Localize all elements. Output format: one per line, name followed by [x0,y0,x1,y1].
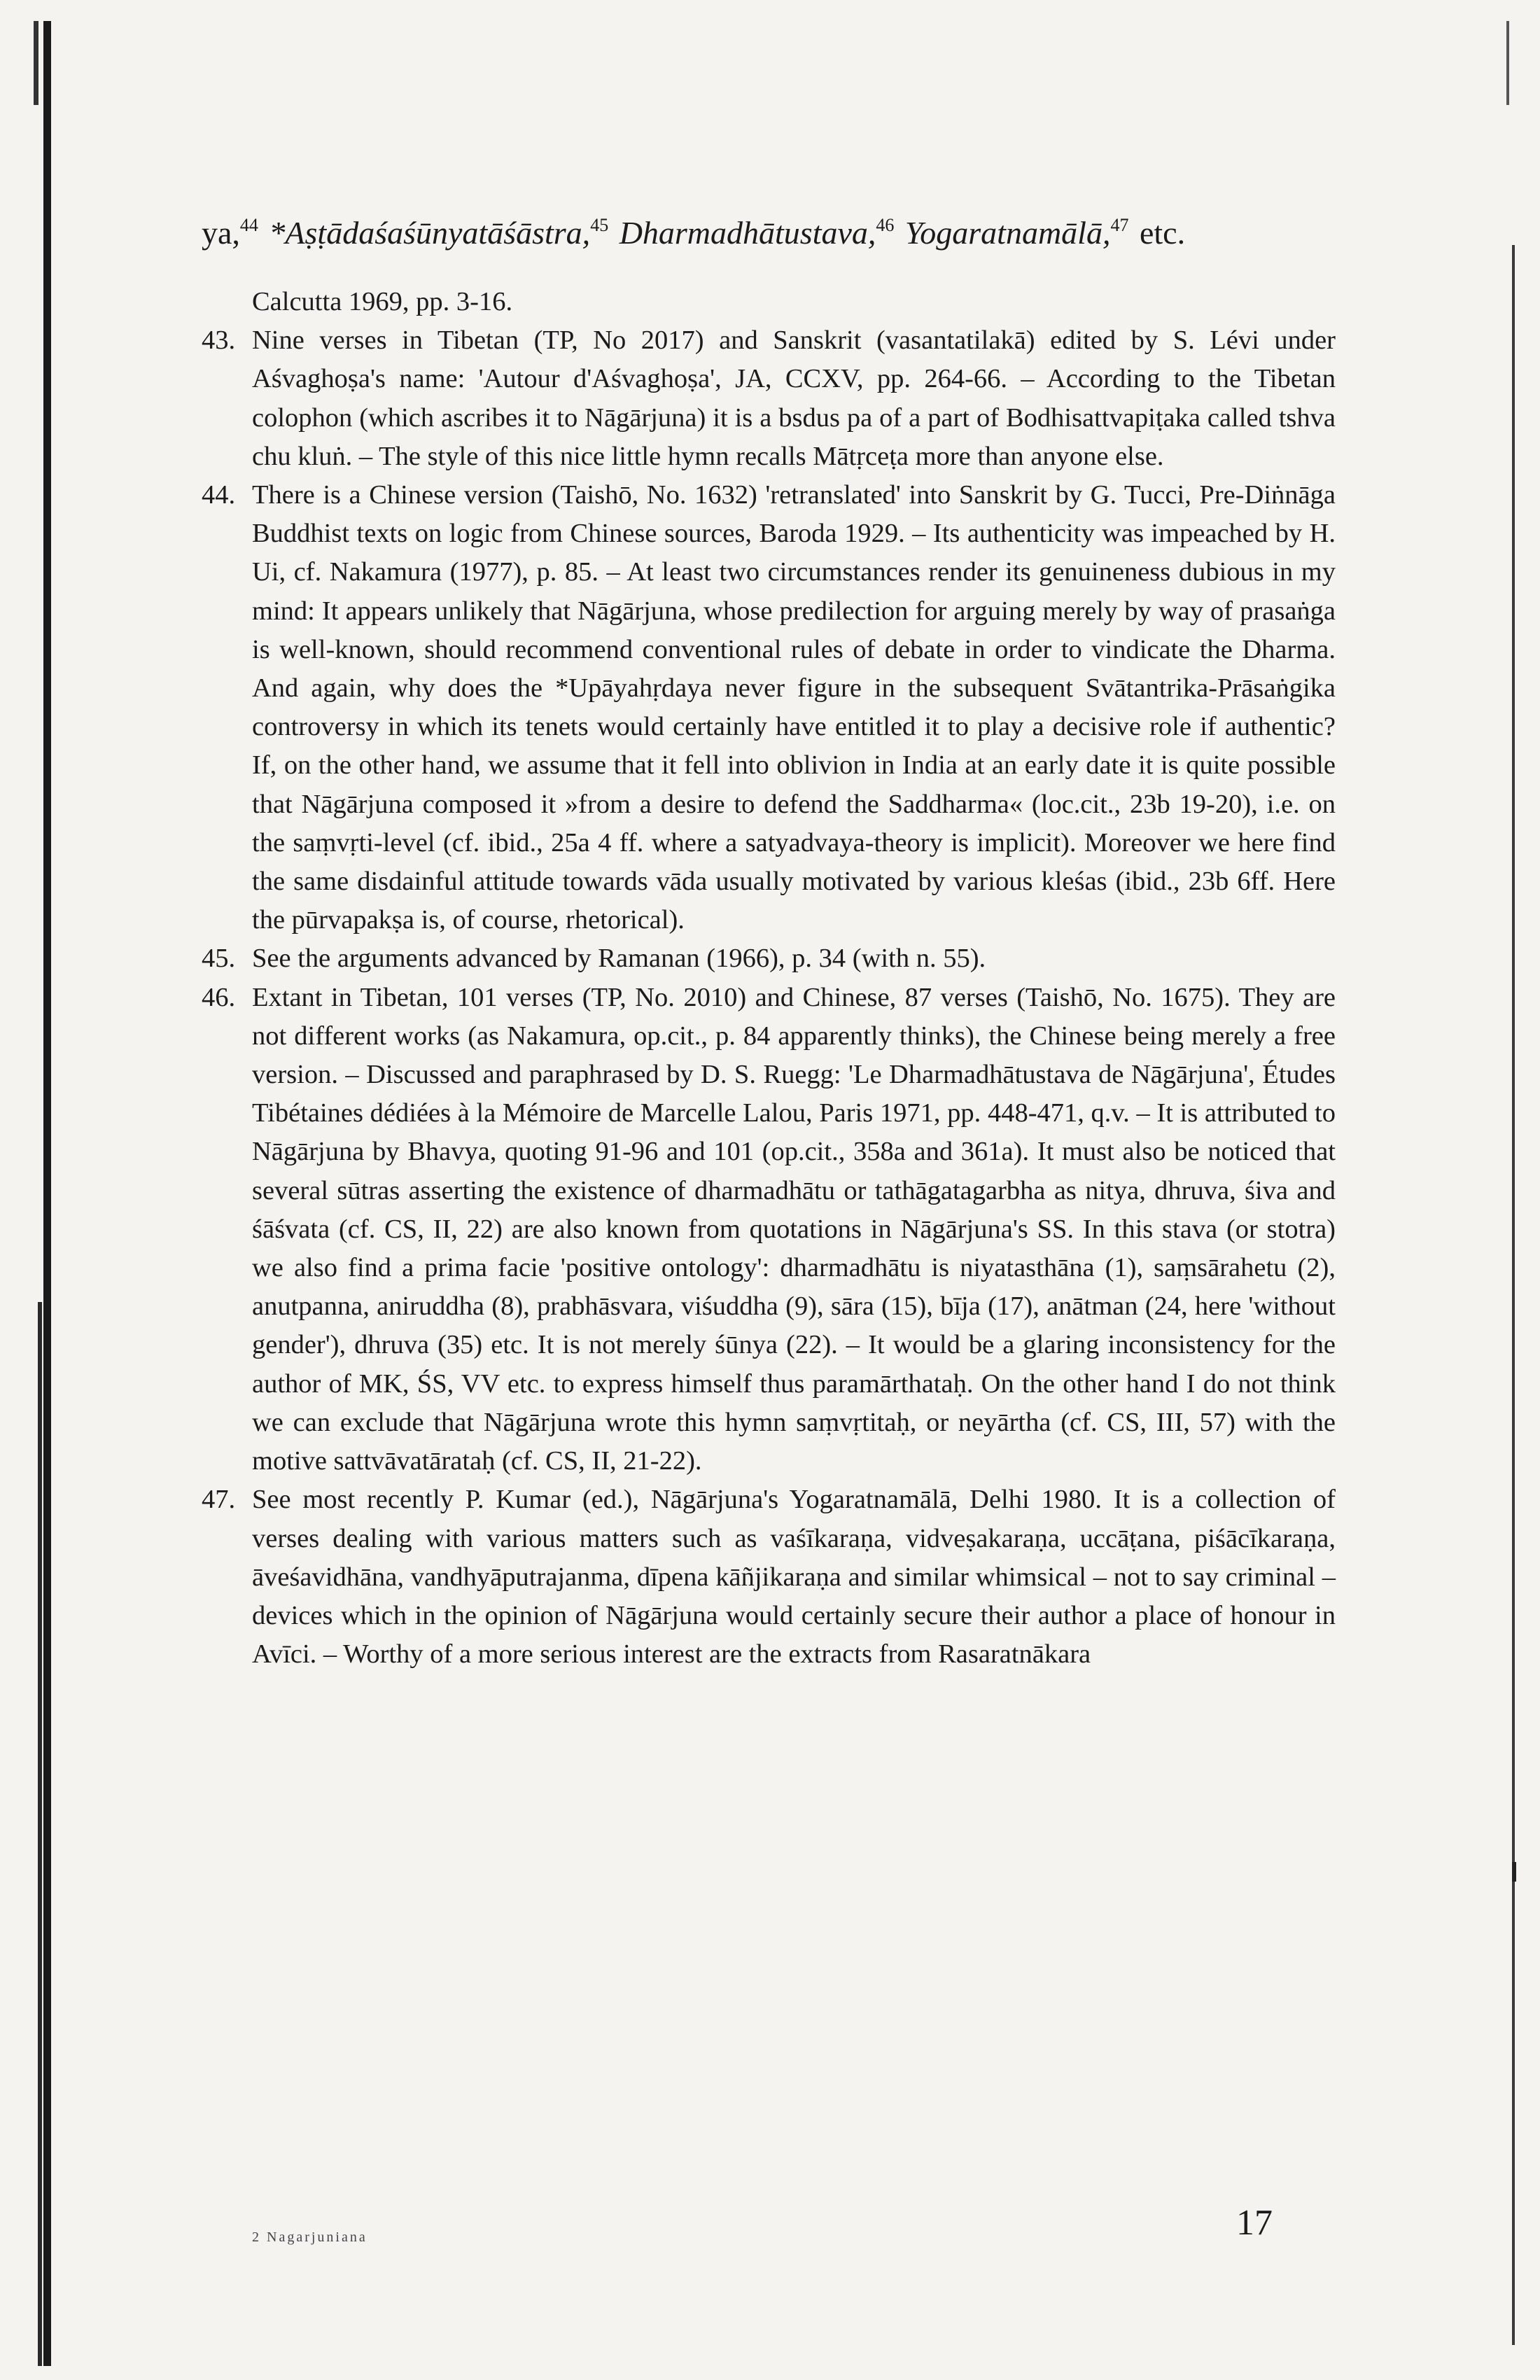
footnote-ref-44: 44 [239,215,258,235]
edge-smudge [1512,1862,1516,1882]
header-prefix: ya, [202,215,240,251]
footnote-text: Nine verses in Tibetan (TP, No 2017) and Sanskrit (vasantatilakā) edited by S. Lévi under Aśvaghoṣa's name: 'Autour d'Aśvaghoṣa', JA, CCXV, pp. 264-66. – According to the Tibetan colophon (which ascribes it to Nāgārjuna) it is a bsdus pa of a part of Bodhisattvapiṭaka called tshva chu kluṅ. – The style of this nice little hymn recalls Mātṛceṭa more than anyone else. [252,326,1336,471]
footnote-number: 44. [202,480,236,510]
footnote-47 [202,1480,1336,1674]
footnote-number: 47. [202,1485,236,1515]
footnote-number: 45. [202,944,236,974]
footnote-ref-45: 45 [590,215,609,235]
footnote-45 [202,939,1336,978]
continuation-text: Calcutta 1969, pp. 3-16. [252,287,513,316]
running-text-top [202,204,1322,254]
footnotes [202,283,1336,1674]
footnote-ref-46: 46 [876,215,895,235]
header-suffix: etc. [1139,215,1186,251]
binding-edge-lower [38,1302,42,2366]
footnote-text: See the arguments advanced by Ramanan (1966), p. 34 (with n. 55). [252,944,986,974]
footnote-text: Extant in Tibetan, 101 verses (TP, No. 2010) and Chinese, 87 verses (Taishō, No. 1675). They are not different works (as Nakamura, op.cit., p. 84 apparently thinks), the Chinese being merely a free version. – Discussed and paraphrased by D. S. Ruegg: 'Le Dharmadhātustava de Nāgārjuna', Études Tibétaines dédiées à la Mémoire de Marcelle Lalou, Paris 1971, pp. 448-471, q.v. – It is attributed to Nāgārjuna by Bhavya, quoting 91-96 and 101 (op.cit., 358a and 361a). It must also be noticed that several sūtras asserting the existence of dharmadhātu or tathāgatagarbha as nitya, dhruva, śiva and śāśvata (cf. CS, II, 22) are also known from quotations in Nāgārjuna's SS. In this stava (or stotra) we also find a prima facie 'positive ontology': dharmadhātu is niyatasthāna (1), saṃsārahetu (2), anutpanna, aniruddha (8), prabhāsvara, viśuddha (9), sāra (15), bīja (17), anātman (24, here 'without gender'), dhruva (35) etc. It is not merely śūnya (22). – It would be a glaring inconsistency for the author of MK, ŚS, VV etc. to express himself thus paramārthataḥ. On the other hand I do not think we can exclude that Nāgārjuna wrote this hymn saṃvṛtitaḥ, or neyārtha (cf. CS, III, 57) with the motive sattvāvatārataḥ (cf. CS, II, 21-22). [252,982,1336,1476]
page-number: 17 [1236,2203,1273,2243]
header-title-1: *Aṣṭādaśaśūnyatāśāstra, [269,215,591,251]
footnote-text: There is a Chinese version (Taishō, No. 1632) 'retranslated' into Sanskrit by G. Tucci, Pre-Diṅnāga Buddhist texts on logic from Chinese sources, Baroda 1929. – Its authenticity was impeached by H. Ui, cf. Nakamura (1977), p. 85. – At least two circumstances render its genuineness dubious in my mind: It appears unlikely that Nāgārjuna, whose predilection for arguing merely by way of prasaṅga is well-known, should recommend conventional rules of debate in order to vindicate the Dharma. And again, why does the *Upāyahṛdaya never figure in the subsequent Svātantrika-Prāsaṅgika controversy in which its tenets would certainly have entitled it to play a decisive role if authentic? If, on the other hand, we assume that it fell into oblivion in India at an early date it is quite possible that Nāgārjuna composed it »from a desire to defend the Saddharma« (loc.cit., 23b 19-20), i.e. on the saṃvṛti-level (cf. ibid., 25a 4 ff. where a satyadvaya-theory is implicit). Moreover we here find the same disdainful attitude towards vāda usually motivated by various kleśas (ibid., 23b 6ff. Here the pūrvapakṣa is, of course, rhetorical). [252,480,1336,935]
binding-edge-mark [34,21,38,105]
page-edge-mark [1506,21,1509,105]
binding-shadow [43,21,51,2366]
signature-mark: 2 Nagarjuniana [252,2230,368,2245]
footnote-continuation [202,283,1336,321]
footnote-ref-47: 47 [1110,215,1129,235]
header-title-3: Yogaratnamālā, [904,215,1111,251]
footnote-46 [202,979,1336,1481]
header-title-2: Dharmadhātustava, [619,215,876,251]
page-edge [1512,245,1515,2345]
footnote-44 [202,476,1336,939]
footnote-text: See most recently P. Kumar (ed.), Nāgārjuna's Yogaratnamālā, Delhi 1980. It is a collection of verses dealing with various matters such as vaśīkaraṇa, vidveṣakaraṇa, uccāṭana, piśācīkaraṇa, āveśavidhāna, vandhyāputrajanma, dīpena kāñjikaraṇa and similar whimsical – not to say criminal – devices which in the opinion of Nāgārjuna would certainly secure their author a place of honour in Avīci. – Worthy of a more serious interest are the extracts from Rasaratnākara [252,1485,1336,1670]
footnote-43 [202,321,1336,476]
footnote-number: 43. [202,326,236,356]
footnote-number: 46. [202,982,236,1012]
